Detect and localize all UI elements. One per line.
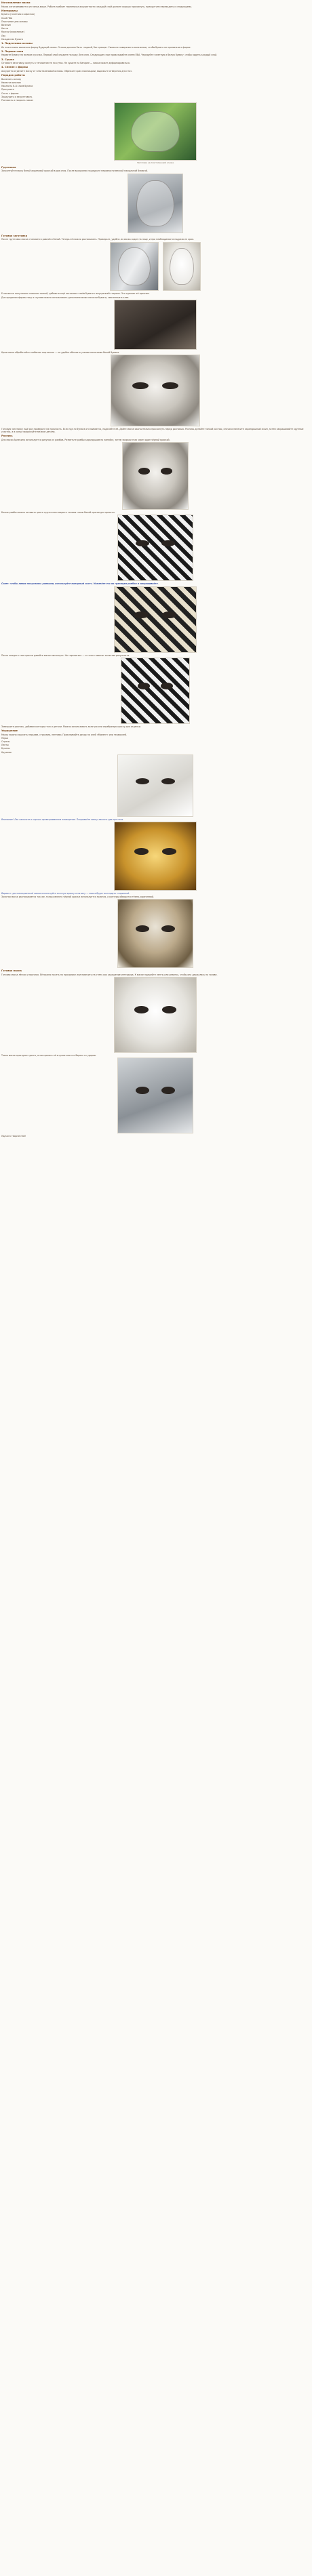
last-note: Такая маска прослужит долго, если хранить её в сухом месте и беречь от ударов. — [1, 1054, 96, 1058]
shaping-text: Если маска получилась слишком тонкой, добавьте ещё несколько слоёв бумаги с внутренней стороны. Это сделает её прочнее. — [1, 292, 150, 296]
photo-mask-marked — [122, 442, 189, 510]
mask-eye-right — [162, 848, 177, 855]
shaping-text-2: Для придания формы носу и скулам можно использовать дополнительные полоски бумаги, смоченные в клее. — [1, 296, 130, 299]
mask-eye-left — [134, 1006, 149, 1013]
intro-heading: Изготовление маски — [1, 1, 31, 4]
step2-heading: 2. Первые слои — [1, 49, 24, 53]
priming-heading: Грунтовка — [1, 165, 16, 169]
priming-text: Загрунтуйте маску белой акриловой краской в два слоя. После высыхания зашкурьте неровности мелкой наждачной бумагой. — [1, 169, 149, 173]
materials-item: Клей ПВА — [1, 16, 13, 20]
mask-eye-left — [136, 540, 149, 547]
steps-list-item: Наклеить 6–8 слоев бумаги — [1, 85, 33, 88]
decor-text: Маску можно украсить перьями, стразами, лентами. Приклеивайте декор на клей «Момент» или термоклей. — [1, 733, 128, 736]
step4-text: Аккуратно отделите маску от пластилиновой основы. Обрежьте края ножницами, вырежьте отверстия для глаз. — [1, 70, 132, 73]
edges-text: Края маски обработайте особенно тщательно — их удобно обклеить узкими полосками белой бумаги. — [1, 350, 120, 354]
step1-heading: 1. Подготовка основы — [1, 42, 33, 45]
mask-eye-left — [136, 925, 149, 932]
photo-tan-mask — [117, 899, 193, 968]
final-heading: Готовая маска — [1, 969, 22, 973]
decor-item: Ленты — [1, 744, 9, 747]
decor-item: Стразы — [1, 740, 10, 744]
materials-item: Краски (акриловые) — [1, 31, 24, 34]
mask-eye-right — [162, 611, 177, 618]
photo-gold-mask — [114, 822, 197, 891]
note-warning: Внимание! Лак наносите в хорошо проветриваемом помещении. Покрывайте маску лаком в два-три слоя. — [1, 818, 124, 821]
mask-eye-right — [161, 683, 173, 689]
photo-final-mask — [114, 977, 197, 1053]
final-text: Готовая маска лёгкая и прочная. Её можно носить на празднике или повесить на стену как украшение интерьера. К маске пришейте ленты или резинку, чтобы она держалась на голове. — [1, 973, 218, 977]
mask-eye-right — [162, 382, 178, 389]
finish-text: Завершите роспись, добавив контуры глаз и детали. Можно использовать золотую или серебряную краску для отделки. — [1, 725, 141, 728]
mask-silhouette — [136, 180, 174, 226]
steps-list-heading: Порядок работы — [1, 74, 25, 77]
mask-eye-right — [162, 1006, 177, 1013]
photo-white-clean — [117, 754, 193, 817]
footer-text: Удачи в творчестве! — [1, 1135, 26, 1138]
decor-heading: Украшение — [1, 729, 18, 733]
mask-eye-left — [134, 848, 149, 855]
step4-heading: 4. Снятие с формы — [1, 66, 28, 69]
mask-eye-left — [138, 468, 150, 475]
photo-grey-mask — [128, 174, 183, 233]
steps-list-item: Вылепить основу — [1, 77, 22, 81]
mask-eye-right — [161, 925, 175, 932]
decor-item: Бусины — [1, 747, 10, 750]
materials-item: Кисти — [1, 27, 9, 31]
note-variant: Вариант: для венецианской маски используйте золотую краску и патину — маска будет выглядеть старинной. — [1, 892, 130, 895]
result-text: После грунтовки маска становится ровной и белой. Теперь её можно расписывать. Проверьте, удобно ли маска сидит на лице, и при необходимости подрежьте края. — [1, 238, 194, 241]
photo-tools — [114, 300, 197, 350]
photo-final-grey — [117, 1058, 193, 1133]
materials-item: Бумага (газетная и офисная) — [1, 13, 35, 16]
mask-eye-right — [161, 1087, 175, 1094]
drying-text: После каждого слоя краски давайте маске высохнуть. Не торопитесь — от этого зависит качество результата. — [1, 653, 130, 657]
painting-heading: Роспись — [1, 435, 13, 438]
mask-silhouette — [131, 111, 180, 152]
step1-text: Из пластилина вылепите форму будущей маски. Основа должна быть гладкой, без трещин. Смажьте поверхность вазелином, чтобы бумага не прилипала к форме. — [1, 45, 191, 49]
note-tip: Совет: чтобы линии получились ровными, используйте малярный скотч. Наклейте его по границам ромбов и закрашивайте. — [1, 582, 159, 586]
mask-eye-left — [136, 1087, 149, 1094]
mask-eye-left — [132, 382, 148, 389]
materials-heading: Материалы — [1, 9, 18, 12]
step2-text: Нарвите бумагу на мелкие кусочки. Первый слой кладите на воду, без клея. Следующие слои промазывайте клеем ПВА. Чередуйте газетную и белую бумагу, чтобы видеть каждый слой. — [1, 54, 218, 57]
decor-item: Перья — [1, 736, 9, 740]
materials-item: Лак — [1, 34, 6, 37]
materials-item: Вазелин — [1, 24, 11, 26]
photo-harlequin-progress — [117, 515, 193, 581]
photo-row — [1, 241, 309, 292]
photo-white-mask — [111, 355, 200, 426]
mask-eye-right — [161, 778, 175, 784]
photo1-caption: Заготовка на пластилиновой основе — [136, 161, 174, 165]
result-heading: Готовая заготовка — [1, 234, 28, 237]
mask-silhouette — [170, 248, 194, 285]
steps-list-item: Нанести вазелин — [1, 81, 21, 84]
photo-harlequin-front — [121, 658, 190, 724]
step3-text: Оставьте заготовку сохнуть в теплом месте на сутки. Не сушите на батарее — маска может деформироваться. — [1, 62, 130, 65]
photo-mask-front — [110, 242, 159, 291]
photo-harlequin — [114, 586, 197, 653]
photo-green-base — [114, 102, 197, 161]
steps-list-item: Просушить — [1, 88, 14, 92]
steps-list-item: Зашкурить и загрунтовать — [1, 95, 33, 98]
decor-item: Кружево — [1, 750, 12, 754]
painting-text-2: Белые ромбы можно оставить цвета грунта или покрыть тонким слоем белой краски для яркости. — [1, 511, 115, 515]
gold-text: Золотая маска расписывается так же, только вместо чёрной краски используется золотая, а контуры обводятся тёмно-коричневой. — [1, 895, 154, 899]
long-text: Готовую заготовку ещё раз проверьте на прочность. Если где-то бумага отслаивается, подклейте её. Дайте маске окончательно просохнуть перед росписью. Роспись делайте тонкой кистью, сначала нанесите карандашный эскиз, затем закрашивайте крупные участки, а в конце прорисуйте мелкие детали. — [1, 428, 304, 434]
intro-text: Маска изготавливается из папье-маше. Работа требует терпения и аккуратности: каждый слой должен хорошо просохнуть, прежде чем переходить к следующему. — [1, 5, 193, 8]
steps-list-item: Снять с формы — [1, 92, 19, 95]
step3-heading: 3. Сушка — [1, 58, 14, 61]
mask-eye-right — [161, 468, 172, 475]
mask-eye-left — [136, 778, 149, 784]
painting-text: Для маски Арлекина используется рисунок из ромбов. Разметьте ромбы карандашом по линейке, затем закрасьте их через один чёрной краской. — [1, 439, 170, 442]
article-content — [1, 0, 309, 1138]
materials-item: Наждачная бумага — [1, 37, 24, 41]
steps-list-item: Расписать и покрыть лаком — [1, 99, 33, 102]
mask-eye-left — [134, 611, 149, 618]
mask-eye-right — [161, 540, 175, 547]
mask-eye-left — [138, 683, 150, 689]
photo-mask-side — [163, 242, 201, 291]
materials-item: Пластилин для основы — [1, 20, 28, 23]
mask-silhouette — [118, 247, 151, 285]
